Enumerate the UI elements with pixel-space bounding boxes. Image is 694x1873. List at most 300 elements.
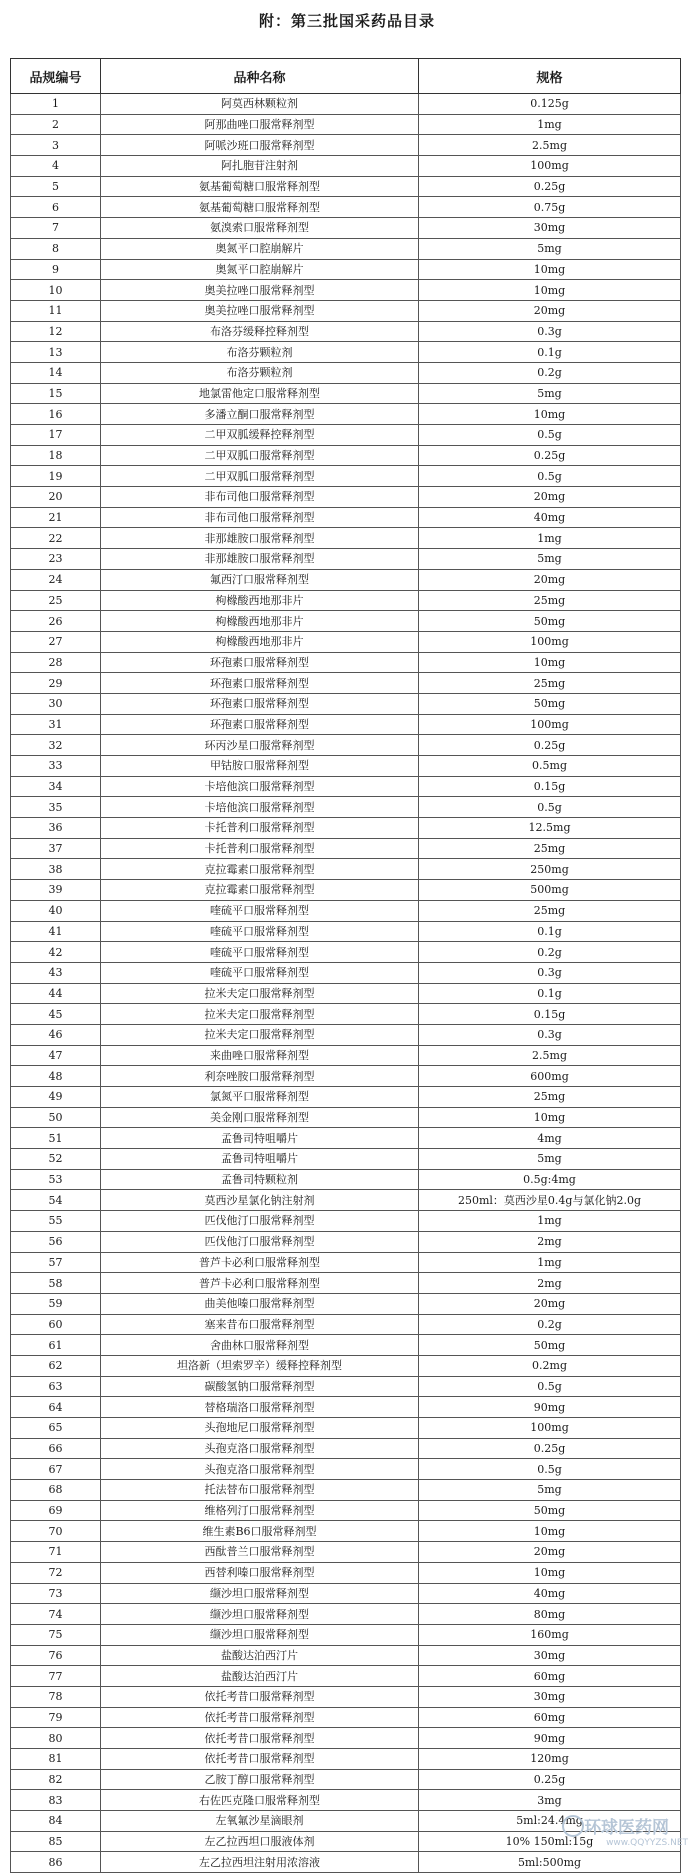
cell-code: 37 [11,838,101,859]
cell-spec: 40mg [419,507,681,528]
cell-spec: 0.1g [419,921,681,942]
table-row [11,1562,681,1583]
table-row [11,1521,681,1542]
table-row [11,1852,681,1873]
cell-code: 69 [11,1500,101,1521]
table-row [11,383,681,404]
cell-spec: 30mg [419,1686,681,1707]
cell-code: 3 [11,135,101,156]
table-row [11,425,681,446]
cell-code: 25 [11,590,101,611]
cell-spec: 0.5g [419,797,681,818]
cell-spec: 2mg [419,1273,681,1294]
cell-drug-name: 多潘立酮口服常释剂型 [101,404,419,425]
cell-spec: 2mg [419,1231,681,1252]
cell-code: 39 [11,880,101,901]
cell-drug-name: 莫西沙星氯化钠注射剂 [101,1190,419,1211]
cell-code: 44 [11,983,101,1004]
cell-drug-name: 卡培他滨口服常释剂型 [101,797,419,818]
cell-drug-name: 托法替布口服常释剂型 [101,1480,419,1501]
page-title: 附：第三批国采药品目录 [258,12,435,30]
drug-catalog-table [10,58,681,1873]
cell-spec: 20mg [419,300,681,321]
cell-code: 7 [11,218,101,239]
cell-code: 65 [11,1418,101,1439]
cell-spec: 500mg [419,880,681,901]
cell-drug-name: 头孢地尼口服常释剂型 [101,1418,419,1439]
table-row [11,114,681,135]
table-row [11,342,681,363]
cell-spec: 0.2g [419,362,681,383]
cell-drug-name: 碳酸氢钠口服常释剂型 [101,1376,419,1397]
cell-code: 59 [11,1293,101,1314]
cell-code: 75 [11,1624,101,1645]
cell-spec: 20mg [419,569,681,590]
cell-drug-name: 奥氮平口腔崩解片 [101,238,419,259]
cell-spec: 0.5g:4mg [419,1169,681,1190]
cell-code: 60 [11,1314,101,1335]
cell-drug-name: 盐酸达泊西汀片 [101,1645,419,1666]
cell-drug-name: 阿莫西林颗粒剂 [101,94,419,115]
header-spec: 规格 [419,59,681,94]
cell-code: 81 [11,1749,101,1770]
table-row [11,445,681,466]
cell-code: 55 [11,1211,101,1232]
cell-drug-name: 非布司他口服常释剂型 [101,507,419,528]
table-row [11,1004,681,1025]
cell-code: 79 [11,1707,101,1728]
cell-spec: 50mg [419,611,681,632]
table-row [11,1149,681,1170]
table-row [11,962,681,983]
cell-drug-name: 利奈唑胺口服常释剂型 [101,1066,419,1087]
cell-code: 5 [11,176,101,197]
cell-code: 83 [11,1790,101,1811]
cell-code: 80 [11,1728,101,1749]
table-row [11,1480,681,1501]
cell-code: 15 [11,383,101,404]
cell-spec: 0.25g [419,1769,681,1790]
table-row [11,1790,681,1811]
table-row [11,838,681,859]
table-row [11,176,681,197]
cell-drug-name: 头孢克洛口服常释剂型 [101,1459,419,1480]
cell-code: 82 [11,1769,101,1790]
cell-spec: 0.25g [419,176,681,197]
table-row [11,1686,681,1707]
cell-code: 14 [11,362,101,383]
cell-code: 17 [11,425,101,446]
cell-spec: 0.1g [419,342,681,363]
table-row [11,1459,681,1480]
table-row [11,776,681,797]
cell-spec: 30mg [419,1645,681,1666]
table-row [11,466,681,487]
cell-drug-name: 来曲唑口服常释剂型 [101,1045,419,1066]
table-row [11,1397,681,1418]
table-row [11,197,681,218]
cell-spec: 80mg [419,1604,681,1625]
table-row [11,818,681,839]
cell-spec: 5mg [419,549,681,570]
cell-code: 49 [11,1087,101,1108]
table-row [11,507,681,528]
table-row [11,1231,681,1252]
cell-code: 23 [11,549,101,570]
cell-spec: 0.15g [419,1004,681,1025]
cell-drug-name: 拉米夫定口服常释剂型 [101,983,419,1004]
cell-drug-name: 卡托普利口服常释剂型 [101,838,419,859]
table-row [11,859,681,880]
cell-code: 11 [11,300,101,321]
table-row [11,259,681,280]
cell-drug-name: 克拉霉素口服常释剂型 [101,859,419,880]
cell-spec: 0.2mg [419,1355,681,1376]
cell-spec: 160mg [419,1624,681,1645]
table-row [11,942,681,963]
cell-drug-name: 拉米夫定口服常释剂型 [101,1024,419,1045]
cell-spec: 1mg [419,1252,681,1273]
cell-spec: 0.5mg [419,756,681,777]
cell-drug-name: 西酞普兰口服常释剂型 [101,1542,419,1563]
table-row [11,1749,681,1770]
cell-code: 52 [11,1149,101,1170]
cell-drug-name: 维格列汀口服常释剂型 [101,1500,419,1521]
cell-spec: 4mg [419,1128,681,1149]
cell-spec: 5mg [419,1149,681,1170]
cell-code: 58 [11,1273,101,1294]
cell-code: 63 [11,1376,101,1397]
table-row [11,611,681,632]
cell-code: 12 [11,321,101,342]
table-row [11,1542,681,1563]
cell-spec: 50mg [419,1500,681,1521]
cell-spec: 50mg [419,693,681,714]
table-row [11,1707,681,1728]
table-row [11,693,681,714]
cell-drug-name: 环孢素口服常释剂型 [101,673,419,694]
cell-spec: 250mg [419,859,681,880]
cell-spec: 0.125g [419,94,681,115]
table-row [11,1604,681,1625]
cell-drug-name: 孟鲁司特咀嚼片 [101,1149,419,1170]
cell-code: 24 [11,569,101,590]
cell-drug-name: 喹硫平口服常释剂型 [101,921,419,942]
cell-spec: 5ml:500mg [419,1852,681,1873]
table-row [11,880,681,901]
cell-code: 8 [11,238,101,259]
cell-code: 35 [11,797,101,818]
cell-code: 54 [11,1190,101,1211]
cell-code: 72 [11,1562,101,1583]
cell-spec: 3mg [419,1790,681,1811]
cell-spec: 0.3g [419,1024,681,1045]
cell-drug-name: 普芦卡必利口服常释剂型 [101,1252,419,1273]
cell-spec: 5ml:24.4mg [419,1811,681,1832]
cell-spec: 1mg [419,528,681,549]
cell-code: 21 [11,507,101,528]
cell-code: 13 [11,342,101,363]
cell-drug-name: 氯氮平口服常释剂型 [101,1087,419,1108]
table-row [11,983,681,1004]
cell-drug-name: 阿扎胞苷注射剂 [101,156,419,177]
table-row [11,797,681,818]
table-row [11,218,681,239]
table-row [11,1314,681,1335]
cell-drug-name: 奥美拉唑口服常释剂型 [101,280,419,301]
watermark [584,1813,688,1848]
cell-drug-name: 布洛芬颗粒剂 [101,362,419,383]
cell-drug-name: 枸橼酸西地那非片 [101,590,419,611]
cell-spec: 0.2g [419,942,681,963]
cell-spec: 20mg [419,487,681,508]
cell-drug-name: 布洛芬缓释控释剂型 [101,321,419,342]
table-row [11,1500,681,1521]
cell-code: 19 [11,466,101,487]
table-row [11,1293,681,1314]
cell-code: 10 [11,280,101,301]
cell-spec: 12.5mg [419,818,681,839]
cell-drug-name: 氨溴索口服常释剂型 [101,218,419,239]
table-row [11,756,681,777]
table-row [11,156,681,177]
cell-code: 77 [11,1666,101,1687]
cell-drug-name: 枸橼酸西地那非片 [101,631,419,652]
table-row [11,280,681,301]
cell-code: 45 [11,1004,101,1025]
cell-spec: 100mg [419,714,681,735]
cell-spec: 0.5g [419,1376,681,1397]
cell-code: 4 [11,156,101,177]
cell-spec: 60mg [419,1707,681,1728]
table-row [11,549,681,570]
table-row [11,1211,681,1232]
cell-code: 1 [11,94,101,115]
cell-drug-name: 非布司他口服常释剂型 [101,487,419,508]
cell-code: 38 [11,859,101,880]
cell-code: 28 [11,652,101,673]
cell-drug-name: 孟鲁司特咀嚼片 [101,1128,419,1149]
table-row [11,1107,681,1128]
cell-code: 6 [11,197,101,218]
table-row [11,1273,681,1294]
cell-spec: 10mg [419,404,681,425]
cell-drug-name: 二甲双胍口服常释剂型 [101,445,419,466]
cell-drug-name: 缬沙坦口服常释剂型 [101,1583,419,1604]
cell-code: 40 [11,900,101,921]
cell-drug-name: 曲美他嗪口服常释剂型 [101,1293,419,1314]
cell-drug-name: 奥美拉唑口服常释剂型 [101,300,419,321]
cell-code: 22 [11,528,101,549]
table-row [11,1169,681,1190]
cell-spec: 1mg [419,114,681,135]
table-row [11,1066,681,1087]
table-body [11,94,681,1873]
cell-code: 62 [11,1355,101,1376]
cell-code: 56 [11,1231,101,1252]
cell-code: 73 [11,1583,101,1604]
cell-drug-name: 盐酸达泊西汀片 [101,1666,419,1687]
cell-drug-name: 克拉霉素口服常释剂型 [101,880,419,901]
cell-spec: 25mg [419,838,681,859]
cell-code: 57 [11,1252,101,1273]
cell-code: 53 [11,1169,101,1190]
cell-code: 66 [11,1438,101,1459]
table-row [11,1376,681,1397]
cell-code: 33 [11,756,101,777]
cell-code: 29 [11,673,101,694]
cell-code: 32 [11,735,101,756]
cell-spec: 10mg [419,1521,681,1542]
cell-code: 26 [11,611,101,632]
cell-drug-name: 缬沙坦口服常释剂型 [101,1604,419,1625]
cell-spec: 100mg [419,156,681,177]
cell-drug-name: 依托考昔口服常释剂型 [101,1749,419,1770]
cell-drug-name: 缬沙坦口服常释剂型 [101,1624,419,1645]
cell-drug-name: 氨基葡萄糖口服常释剂型 [101,197,419,218]
cell-drug-name: 依托考昔口服常释剂型 [101,1686,419,1707]
cell-code: 64 [11,1397,101,1418]
cell-drug-name: 氨基葡萄糖口服常释剂型 [101,176,419,197]
cell-drug-name: 甲钴胺口服常释剂型 [101,756,419,777]
cell-spec: 90mg [419,1728,681,1749]
cell-drug-name: 匹伐他汀口服常释剂型 [101,1231,419,1252]
table-row [11,652,681,673]
cell-code: 67 [11,1459,101,1480]
cell-code: 41 [11,921,101,942]
cell-code: 51 [11,1128,101,1149]
cell-code: 43 [11,962,101,983]
cell-drug-name: 非那雄胺口服常释剂型 [101,549,419,570]
cell-drug-name: 头孢克洛口服常释剂型 [101,1438,419,1459]
cell-code: 61 [11,1335,101,1356]
table-row [11,590,681,611]
cell-spec: 30mg [419,218,681,239]
cell-drug-name: 环孢素口服常释剂型 [101,714,419,735]
cell-drug-name: 环孢素口服常释剂型 [101,652,419,673]
cell-spec: 0.5g [419,466,681,487]
cell-drug-name: 奥氮平口腔崩解片 [101,259,419,280]
table-row [11,1024,681,1045]
cell-spec: 0.25g [419,445,681,466]
cell-spec: 0.1g [419,983,681,1004]
cell-drug-name: 坦洛新（坦索罗辛）缓释控释剂型 [101,1355,419,1376]
table-row [11,1045,681,1066]
cell-spec: 250ml：莫西沙星0.4g与氯化钠2.0g [419,1190,681,1211]
cell-drug-name: 非那雄胺口服常释剂型 [101,528,419,549]
cell-spec: 0.15g [419,776,681,797]
header-code: 品规编号 [11,59,101,94]
cell-drug-name: 左氧氟沙星滴眼剂 [101,1811,419,1832]
cell-drug-name: 依托考昔口服常释剂型 [101,1728,419,1749]
cell-spec: 5mg [419,1480,681,1501]
cell-spec: 10mg [419,1562,681,1583]
cell-drug-name: 替格瑞洛口服常释剂型 [101,1397,419,1418]
cell-spec: 25mg [419,673,681,694]
cell-code: 36 [11,818,101,839]
cell-drug-name: 乙胺丁醇口服常释剂型 [101,1769,419,1790]
cell-drug-name: 舍曲林口服常释剂型 [101,1335,419,1356]
cell-drug-name: 枸橼酸西地那非片 [101,611,419,632]
cell-spec: 600mg [419,1066,681,1087]
table-row [11,238,681,259]
table-row [11,921,681,942]
table-row [11,1252,681,1273]
table-row [11,300,681,321]
watermark-url: www.QQYYZS.NET [606,1838,688,1848]
table-row [11,1128,681,1149]
cell-spec: 5mg [419,238,681,259]
table-row [11,1190,681,1211]
cell-spec: 50mg [419,1335,681,1356]
cell-code: 31 [11,714,101,735]
cell-spec: 25mg [419,1087,681,1108]
cell-spec: 10mg [419,280,681,301]
cell-code: 46 [11,1024,101,1045]
cell-spec: 0.3g [419,321,681,342]
cell-drug-name: 塞来昔布口服常释剂型 [101,1314,419,1335]
globe-logo-icon [562,1815,584,1837]
cell-drug-name: 阿哌沙班口服常释剂型 [101,135,419,156]
cell-spec: 100mg [419,1418,681,1439]
table-row [11,1418,681,1439]
cell-spec: 0.25g [419,1438,681,1459]
cell-code: 76 [11,1645,101,1666]
cell-spec: 1mg [419,1211,681,1232]
cell-code: 70 [11,1521,101,1542]
cell-spec: 60mg [419,1666,681,1687]
table-row [11,1728,681,1749]
cell-spec: 0.5g [419,425,681,446]
cell-spec: 25mg [419,590,681,611]
cell-drug-name: 卡培他滨口服常释剂型 [101,776,419,797]
cell-spec: 20mg [419,1293,681,1314]
cell-code: 18 [11,445,101,466]
cell-code: 48 [11,1066,101,1087]
table-row [11,321,681,342]
cell-drug-name: 环孢素口服常释剂型 [101,693,419,714]
table-row [11,1335,681,1356]
cell-drug-name: 孟鲁司特颗粒剂 [101,1169,419,1190]
table-row [11,569,681,590]
cell-code: 34 [11,776,101,797]
cell-drug-name: 二甲双胍口服常释剂型 [101,466,419,487]
table-row [11,1438,681,1459]
table-row [11,94,681,115]
cell-spec: 10mg [419,259,681,280]
cell-drug-name: 布洛芬颗粒剂 [101,342,419,363]
cell-drug-name: 喹硫平口服常释剂型 [101,962,419,983]
table-row [11,900,681,921]
watermark-name: 环球医药网 [584,1818,670,1838]
cell-code: 50 [11,1107,101,1128]
cell-drug-name: 阿那曲唑口服常释剂型 [101,114,419,135]
cell-code: 27 [11,631,101,652]
cell-code: 42 [11,942,101,963]
cell-drug-name: 卡托普利口服常释剂型 [101,818,419,839]
cell-drug-name: 拉米夫定口服常释剂型 [101,1004,419,1025]
table-row [11,673,681,694]
cell-code: 74 [11,1604,101,1625]
cell-drug-name: 维生素B6口服常释剂型 [101,1521,419,1542]
cell-spec: 10mg [419,1107,681,1128]
cell-spec: 0.2g [419,1314,681,1335]
cell-code: 71 [11,1542,101,1563]
cell-drug-name: 喹硫平口服常释剂型 [101,942,419,963]
cell-code: 86 [11,1852,101,1873]
cell-code: 84 [11,1811,101,1832]
cell-drug-name: 左乙拉西坦注射用浓溶液 [101,1852,419,1873]
